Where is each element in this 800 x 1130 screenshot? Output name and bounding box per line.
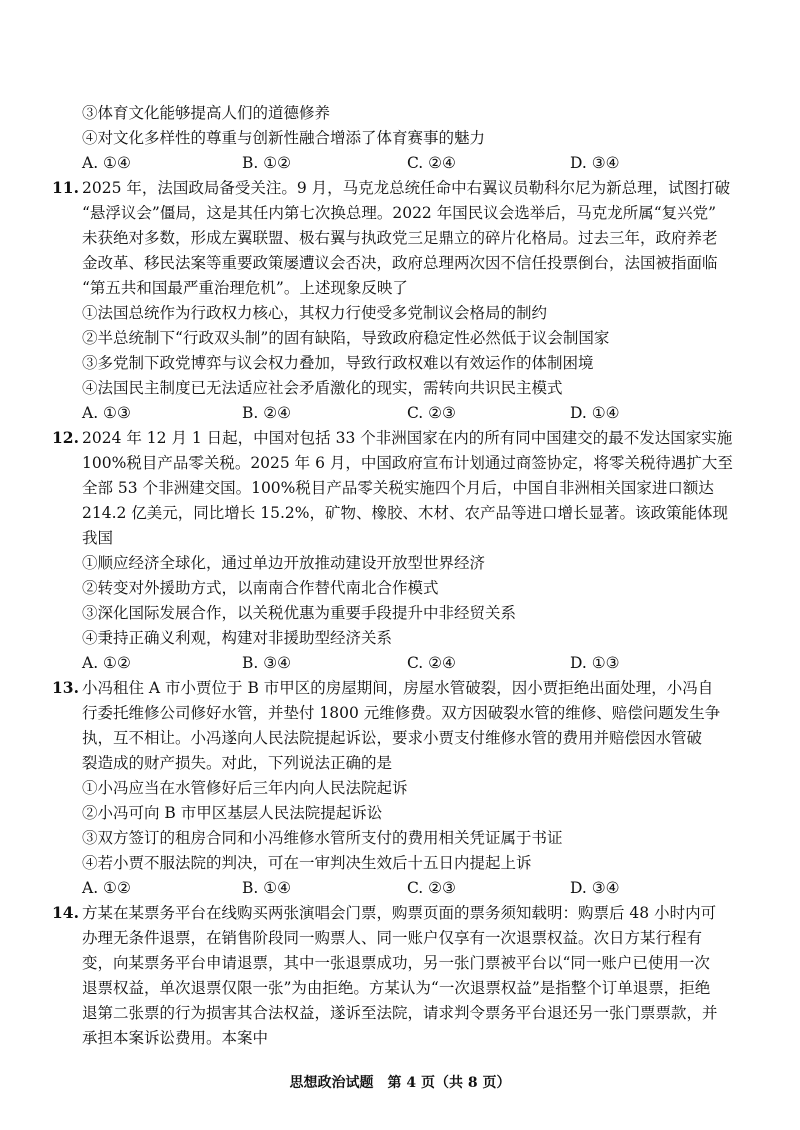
q12-stem-line: 2024 年 12 月 1 日起，中国对包括 33 个非洲国家在内的所有同中国建交的最不发达国家实施 (82, 429, 733, 447)
q11-stem-line: 2025 年，法国政局备受关注。9 月，马克龙总统任命中右翼议员勒科尔尼为新总理，试图打破 (82, 179, 731, 197)
q10-statement-3: ③体育文化能够提高人们的道德修养 (82, 104, 331, 122)
q14-stem-line: 办理无条件退票，在销售阶段同一购票人、同一账户仅享有一次退票权益。次日方某行程有 (82, 929, 703, 947)
q13-statement-1: ①小冯应当在水管修好后三年内向人民法院起诉 (82, 779, 408, 797)
q13-statement-4: ④若小贾不服法院的判决，可在一审判决生效后十五日内提起上诉 (82, 854, 532, 872)
q12-stem-line: 100%税目产品零关税。2025 年 6 月，中国政府宣布计划通过商签协定，将零关税待遇扩大至 (82, 454, 733, 472)
q11-stem-line: 未获绝对多数，形成左翼联盟、极右翼与执政党三足鼎立的碎片化格局。过去三年，政府养老 (82, 229, 718, 247)
option-a[interactable]: A. ①② (82, 879, 131, 897)
q10-options (82, 151, 702, 175)
option-d[interactable]: D. ①③ (570, 654, 620, 672)
q12-statement-3: ③深化国际发展合作，以关税优惠为重要手段提升中非经贸关系 (82, 604, 517, 622)
q13-stem-line: 执，互不相让。小冯遂向人民法院提起诉讼，要求小贾支付维修水管的费用并赔偿因水管破 (82, 729, 703, 747)
q14-number: 14. (52, 903, 79, 922)
q11-number: 11. (52, 178, 79, 197)
option-c[interactable]: C. ②③ (407, 879, 456, 897)
q14-stem-line: 退第二张票的行为损害其合法权益，遂诉至法院，请求判令票务平台退还另一张门票票款，并 (82, 1004, 718, 1022)
q10-statement-4: ④对文化多样性的尊重与创新性融合增添了体育赛事的魅力 (82, 129, 486, 147)
q11-statement-1: ①法国总统作为行政权力核心，其权力行使受多党制议会格局的制约 (82, 304, 548, 322)
q12-statement-4: ④秉持正确义利观，构建对非援助型经济关系 (82, 629, 393, 647)
q11-stem-line: 金改革、移民法案等重要政策屡遭议会否决，政府总理两次因不信任投票倒台，法国被指面临 (82, 254, 718, 272)
q11-stem-line: “悬浮议会”僵局，这是其任内第七次换总理。2022 年国民议会选举后，马克龙所属“复兴党” (82, 204, 717, 222)
q11-statement-3: ③多党制下政党博弈与议会权力叠加，导致行政权难以有效运作的体制困境 (82, 354, 594, 372)
q12-number: 12. (52, 428, 79, 447)
q11-options (82, 401, 702, 425)
q11-statement-4: ④法国民主制度已无法适应社会矛盾激化的现实，需转向共识民主模式 (82, 379, 563, 397)
option-a[interactable]: A. ①② (82, 654, 131, 672)
option-b[interactable]: B. ①② (242, 154, 292, 172)
q13-statement-2: ②小冯可向 B 市甲区基层人民法院提起诉讼 (82, 804, 383, 822)
q14-stem-line: 方某在某票务平台在线购买两张演唱会门票，购票页面的票务须知载明：购票后 48 小时内可 (82, 904, 717, 922)
option-a[interactable]: A. ①③ (82, 404, 131, 422)
q13-stem-line: 小冯租住 A 市小贾位于 B 市甲区的房屋期间，房屋水管破裂，因小贾拒绝出面处理，小冯自 (82, 679, 714, 697)
q11-stem-line: “第五共和国最严重治理危机”。上述现象反映了 (82, 279, 408, 297)
q12-stem-line: 全部 53 个非洲建交国。100%税目产品零关税实施四个月后，中国自非洲相关国家进口额达 (82, 479, 714, 497)
q14-stem-line: 退票权益，单次退票仅限一张”为由拒绝。方某认为“一次退票权益”是指整个订单退票，拒绝 (82, 979, 711, 997)
q13-statement-3: ③双方签订的租房合同和小冯维修水管所支付的费用相关凭证属于书证 (82, 829, 563, 847)
q13-stem-line: 裂造成的财产损失。对此，下列说法正确的是 (82, 754, 393, 772)
q12-options (82, 651, 702, 675)
option-c[interactable]: C. ②③ (407, 404, 456, 422)
option-d[interactable]: D. ③④ (570, 879, 620, 897)
page-footer: 思想政治试题 第 4 页（共 8 页） (289, 1075, 511, 1091)
q12-statement-1: ①顺应经济全球化，通过单边开放推动建设开放型世界经济 (82, 554, 486, 572)
q12-stem-line: 我国 (82, 529, 114, 547)
q11-statement-2: ②半总统制下“行政双头制”的固有缺陷，导致政府稳定性必然低于议会制国家 (82, 329, 610, 347)
q14-stem-line: 变，向某票务平台申请退票，其中一张退票成功，另一张门票被平台以“同一账户已使用一次 (82, 954, 710, 972)
option-b[interactable]: B. ③④ (242, 654, 292, 672)
option-b[interactable]: B. ②④ (242, 404, 292, 422)
q14-stem-line: 承担本案诉讼费用。本案中 (82, 1029, 269, 1047)
q12-statement-2: ②转变对外援助方式，以南南合作替代南北合作模式 (82, 579, 439, 597)
option-d[interactable]: D. ③④ (570, 154, 620, 172)
q13-number: 13. (52, 678, 79, 697)
q13-options (82, 876, 702, 900)
q12-stem-line: 214.2 亿美元，同比增长 15.2%，矿物、橡胶、木材、农产品等进口增长显著。该政策能体现 (82, 504, 728, 522)
option-c[interactable]: C. ②④ (407, 654, 456, 672)
q13-stem-line: 行委托维修公司修好水管，并垫付 1800 元维修费。双方因破裂水管的维修、赔偿问题发生争 (82, 704, 721, 722)
option-c[interactable]: C. ②④ (407, 154, 456, 172)
option-a[interactable]: A. ①④ (82, 154, 131, 172)
option-b[interactable]: B. ①④ (242, 879, 292, 897)
option-d[interactable]: D. ①④ (570, 404, 620, 422)
